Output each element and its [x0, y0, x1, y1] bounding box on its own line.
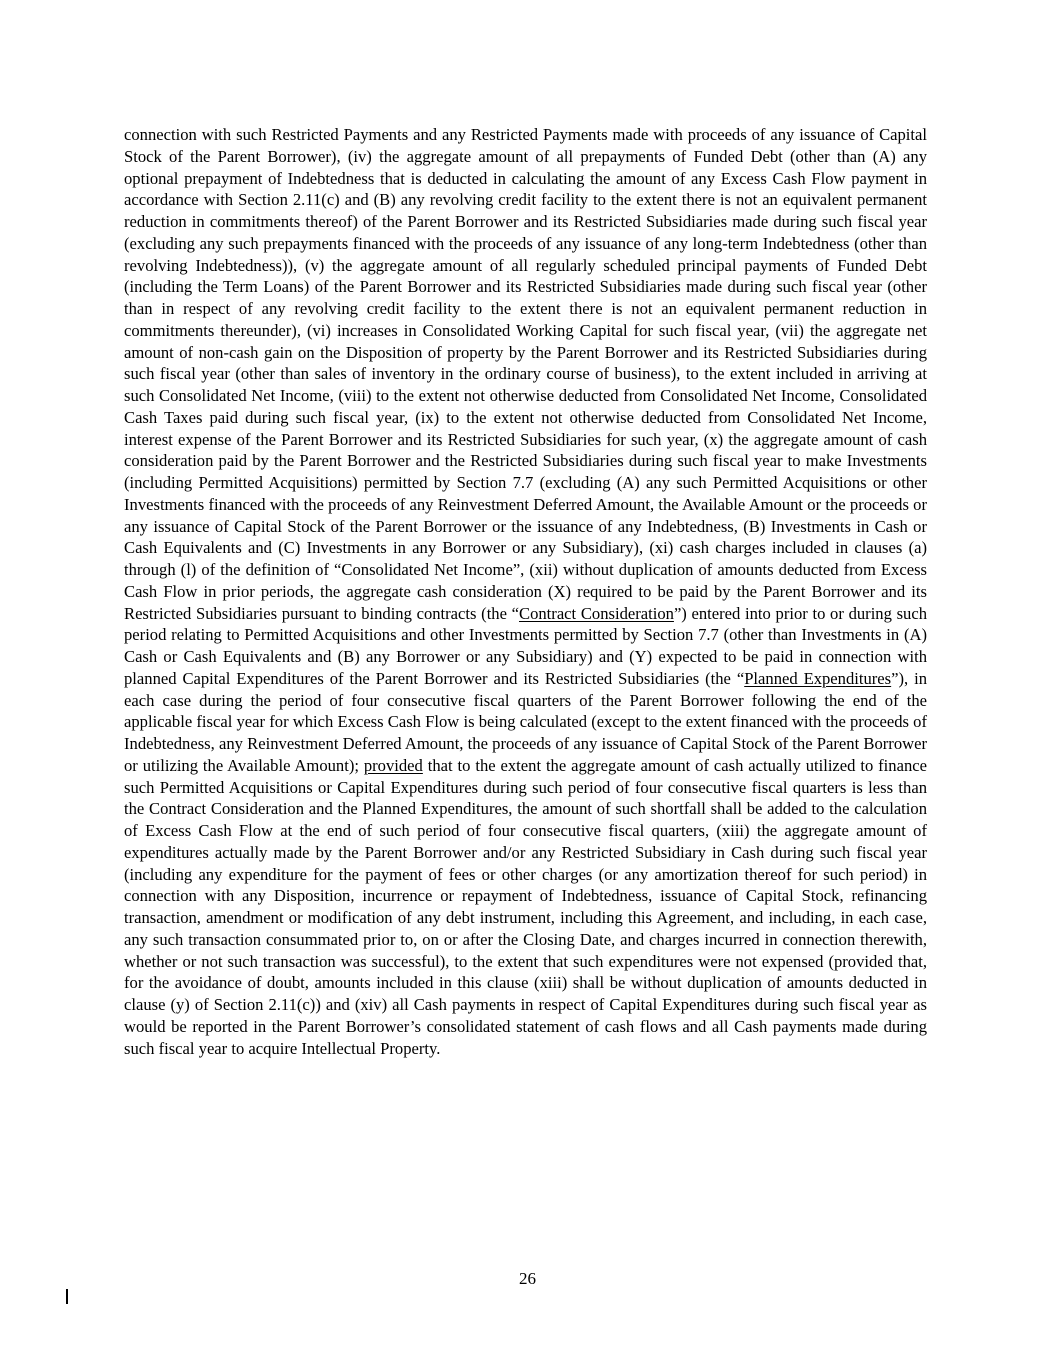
paragraph-text: ”) entered into prior to or during such period relating to Permitted Acquisitions and other Investments permitted by Section 7.7 (other than Investments in (A) Cash or Cash Equivalents and (B) any Borrower or any Subsidiary) and (Y) expected to be paid in connection with planned Capital Expenditures of the Parent Borrower and its Restricted Subsidiaries (the “	[124, 603, 927, 688]
paragraph-text: ”), in each case during the period of four consecutive fiscal quarters of the Parent Borrower following the end of the applicable fiscal year for which Excess Cash Flow is being calculated (except to the extent financed with the proceeds of Indebtedness, any Reinvestment Deferred Amount, the proceeds of any issuance of Capital Stock of the Parent Borrower or utilizing the Available Amount);	[124, 668, 927, 775]
paragraph-text: connection with such Restricted Payments and any Restricted Payments made with proceeds of any issuance of Capital Stock of the Parent Borrower), (iv) the aggregate amount of all prepayments of Funded Debt (other than (A) any optional prepayment of Indebtedness that is deducted in calculating the amount of any Excess Cash Flow payment in accordance with Section 2.11(c) and (B) any revolving credit facility to the extent there is not an equivalent permanent reduction in commitments thereof) of the Parent Borrower and its Restricted Subsidiaries made during such fiscal year (excluding any such prepayments financed with the proceeds of any issuance of any long-term Indebtedness (other than revolving Indebtedness)), (v) the aggregate amount of all regularly scheduled principal payments of Funded Debt (including the Term Loans) of the Parent Borrower and its Restricted Subsidiaries made during such fiscal year (other than in respect of any revolving credit facility to the extent there is not an equivalent permanent reduction in commitments thereunder), (vi) increases in Consolidated Working Capital for such fiscal year, (vii) the aggregate net amount of non-cash gain on the Disposition of property by the Parent Borrower and its Restricted Subsidiaries during such fiscal year (other than sales of inventory in the ordinary course of business), to the extent included in arriving at such Consolidated Net Income, (viii) to the extent not otherwise deducted from Consolidated Net Income, Consolidated Cash Taxes paid during such fiscal year, (ix) to the extent not otherwise deducted from Consolidated Net Income, interest expense of the Parent Borrower and its Restricted Subsidiaries for such year, (x) the aggregate amount of cash consideration paid by the Parent Borrower and the Restricted Subsidiaries during such fiscal year to make Investments (including Permitted Acquisitions) permitted by Section 7.7 (excluding (A) any such Permitted Acquisitions or other Investments financed with the proceeds of any Reinvestment Deferred Amount, the Available Amount or the proceeds or any issuance of Capital Stock of the Parent Borrower or the issuance of any Indebtedness, (B) Investments in Cash or Cash Equivalents and (C) Investments in any Borrower or any Subsidiary), (xi) cash charges included in clauses (a) through (l) of the definition of “Consolidated Net Income”, (xii) without duplication of amounts deducted from Excess Cash Flow in prior periods, the aggregate cash consideration (X) required to be paid by the Parent Borrower and its Restricted Subsidiaries pursuant to binding contracts (the “	[124, 125, 927, 623]
paragraph-text: that to the extent the aggregate amount of cash actually utilized to finance such Permitted Acquisitions or Capital Expenditures during such period of four consecutive fiscal quarters is less than the Contract Consideration and the Planned Expenditures, the amount of such shortfall shall be added to the calculation of Excess Cash Flow at the end of such period of four consecutive fiscal quarters, (xiii) the aggregate amount of expenditures actually made by the Parent Borrower and/or any Restricted Subsidiary in Cash during such fiscal year (including any expenditure for the payment of fees or other charges (or any amortization thereof for such period) in connection with any Disposition, incurrence or repayment of Indebtedness, issuance of Capital Stock, refinancing transaction, amendment or modification of any debt instrument, including this Agreement, and including, in each case, any such transaction consummated prior to, on or after the Closing Date, and charges incurred in connection therewith, whether or not such transaction was successful), to the extent that such expenditures were not expensed (provided that, for the avoidance of doubt, amounts included in this clause (xiii) shall be without duplication of amounts deducted in clause (y) of Section 2.11(c)) and (xiv) all Cash payments in respect of Capital Expenditures during such fiscal year as would be reported in the Parent Borrower’s consolidated statement of cash flows and all Cash payments made during such fiscal year to acquire Intellectual Property.	[124, 755, 927, 1058]
defined-term-contract-consideration: Contract Consideration	[519, 603, 674, 623]
page-number: 26	[519, 1269, 536, 1288]
defined-term-planned-expenditures: Planned Expenditures	[744, 668, 892, 688]
revision-change-bar	[66, 1289, 68, 1304]
proviso-term-provided: provided	[363, 755, 423, 775]
body-paragraph	[124, 124, 927, 1059]
